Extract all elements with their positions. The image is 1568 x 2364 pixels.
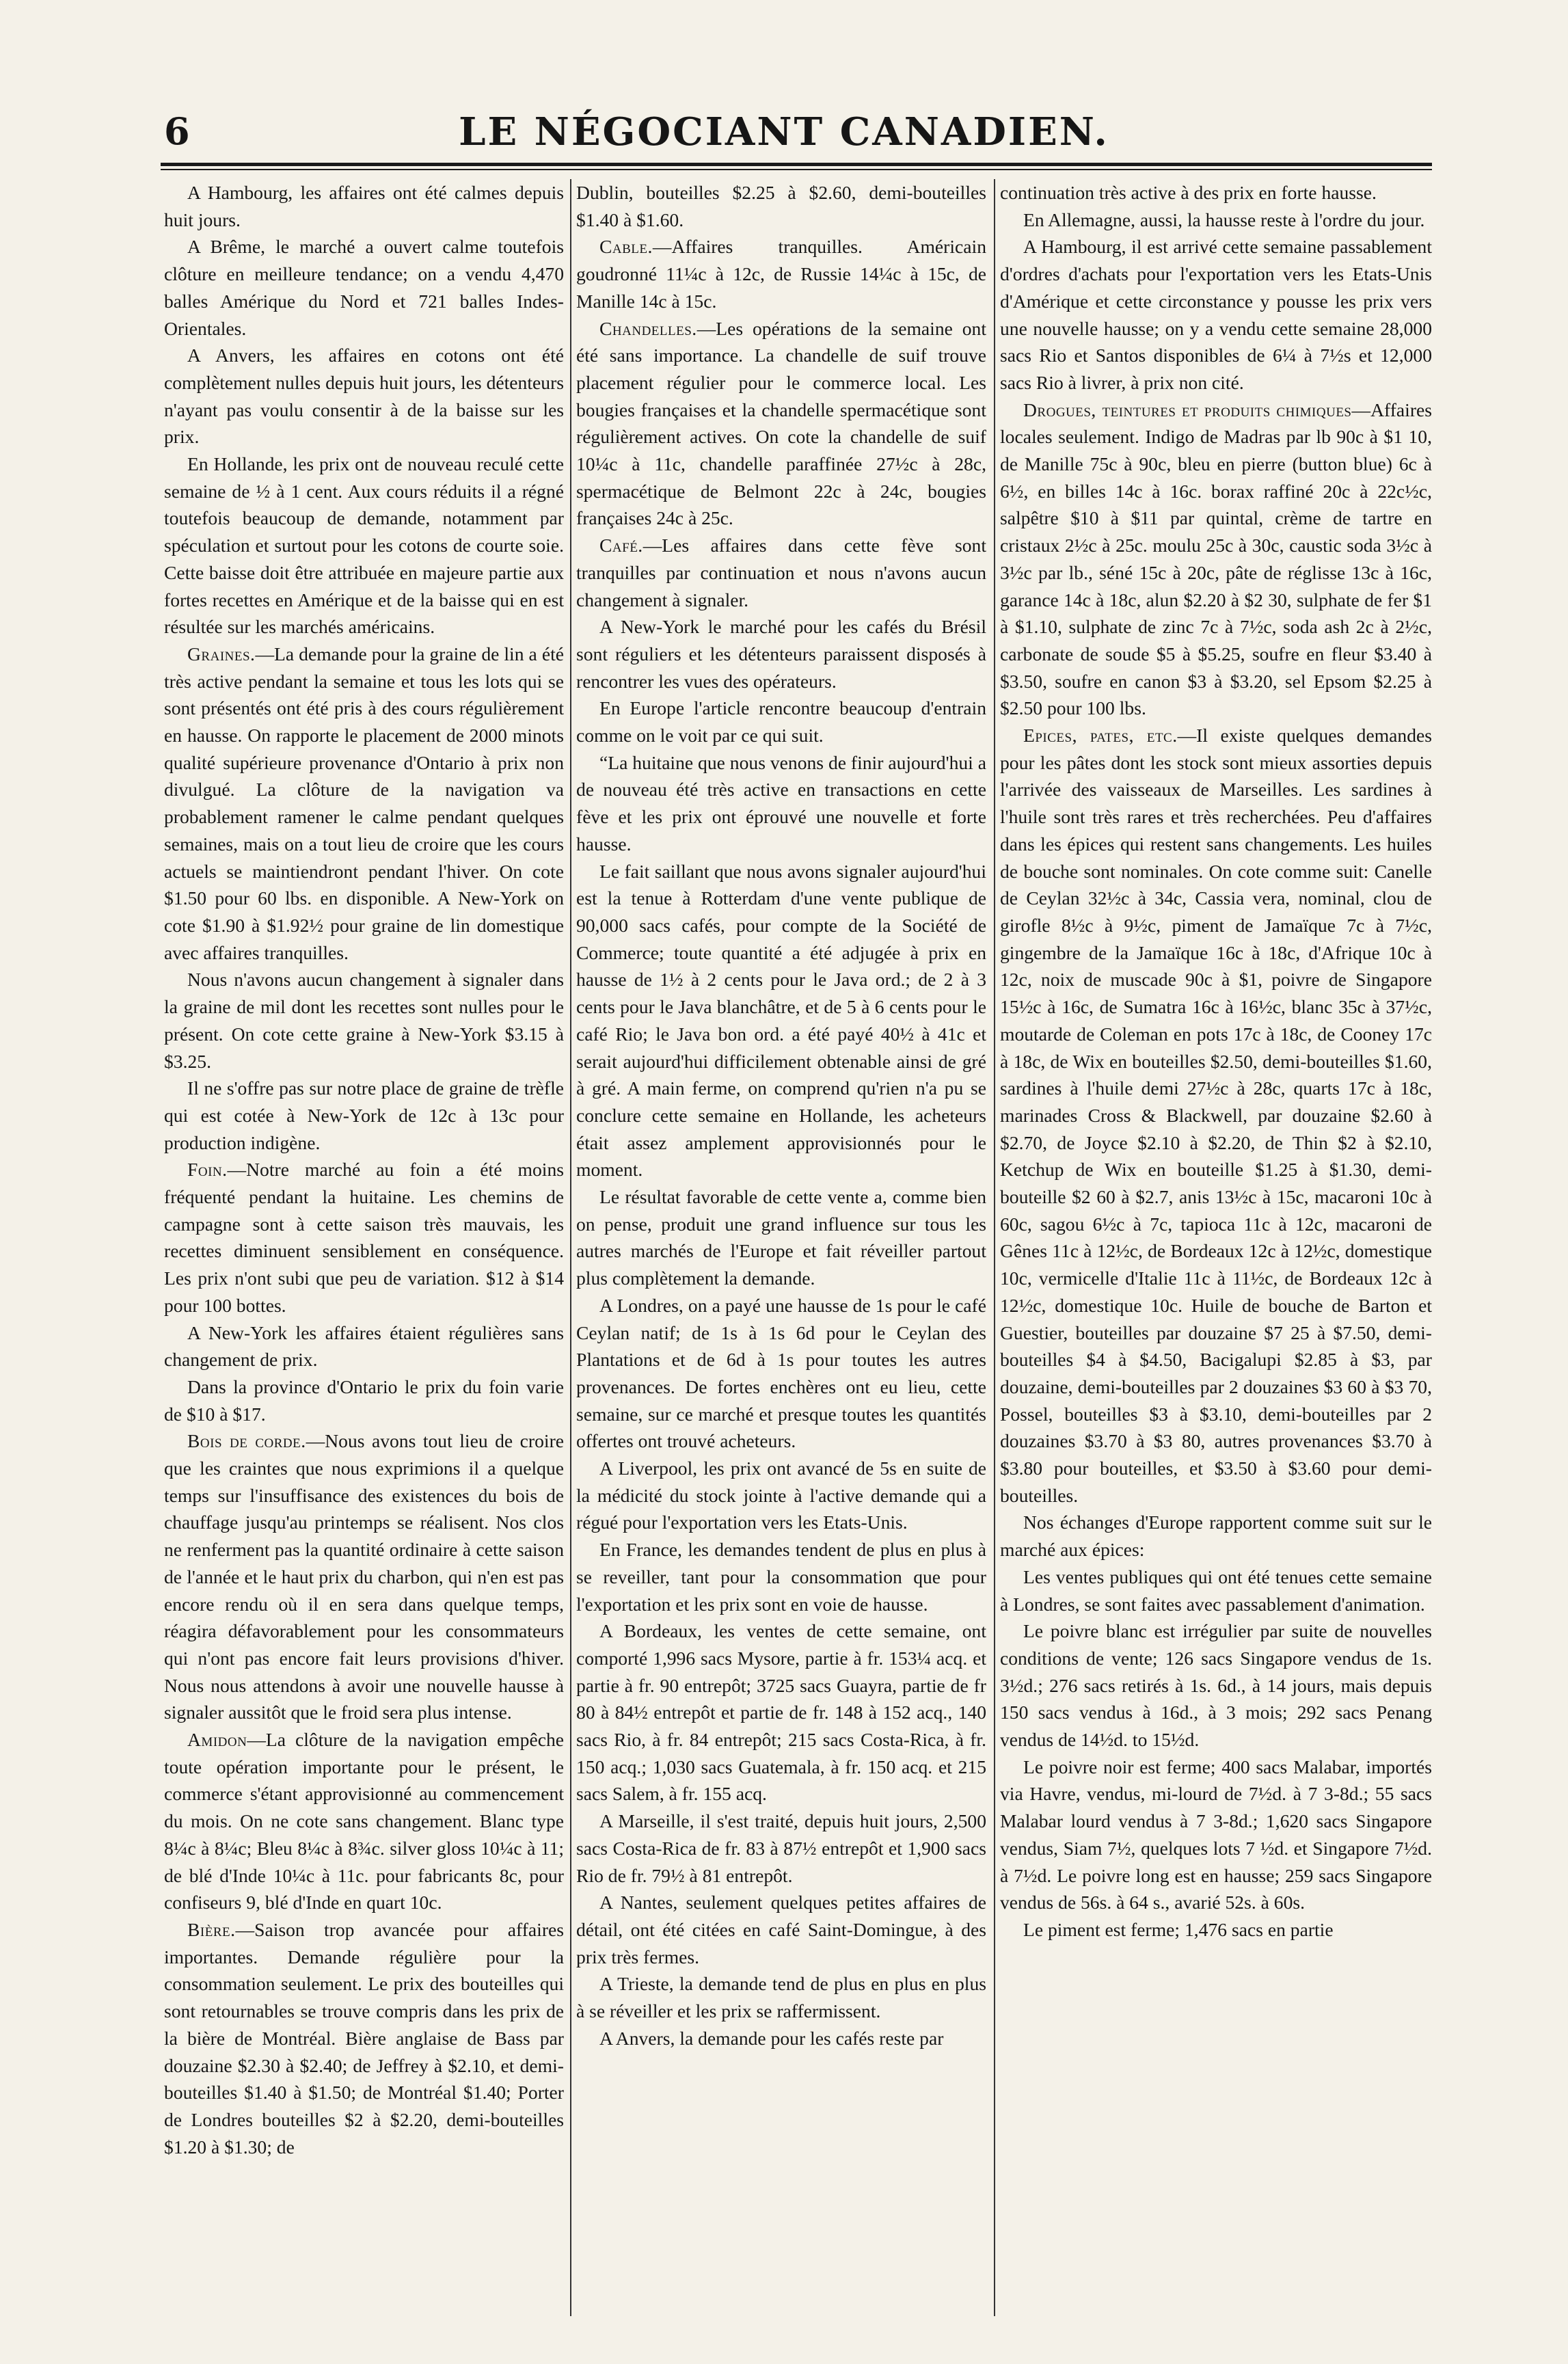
paragraph-text: Nos échanges d'Europe rapportent comme suit sur le marché aux épices:	[1000, 1512, 1432, 1561]
section-heading: Foin.	[187, 1159, 228, 1181]
paragraph-text: A Nantes, seulement quelques petites affaires de détail, ont été citées en café Saint-Domingue, à des prix très fermes.	[576, 1892, 986, 1967]
article-paragraph	[576, 749, 986, 858]
paragraph-text: Le fait saillant que nous avons signaler aujourd'hui est la tenue à Rotterdam d'une vente publique de 90,000 sacs cafés, pour compte de la Société de Commerce; toute quantité a été adjugée à prix en hausse de 1½ à 2 cents pour le Java ord.; de 2 à 3 cents pour le Java blanchâtre, et de 5 à 6 cents pour le café Rio; le Java bon ord. a été payé 40½ à 41c et serait aujourd'hui difficilement obtenable ainsi de gré à gré. A main ferme, on comprend qu'rien n'a pu se conclure cette semaine en Hollande, les acheteurs était assez amplement approvisionnés pour le moment.	[576, 860, 986, 1181]
article-paragraph	[164, 233, 564, 342]
paragraph-text: Dans la province d'Ontario le prix du foin varie de $10 à $17.	[164, 1375, 564, 1425]
article-paragraph	[576, 315, 986, 533]
article-paragraph	[576, 2025, 986, 2052]
paragraph-text: A New-York les affaires étaient régulières sans changement de prix.	[164, 1321, 564, 1371]
paragraph-text: Le piment est ferme; 1,476 sacs en partie	[1023, 1919, 1334, 1940]
paragraph-text: A New-York le marché pour les cafés du Brésil sont réguliers et les détenteurs paraissent disposés à rencontrer les vues des opérateurs.	[576, 616, 986, 692]
article-paragraph	[1000, 1563, 1432, 1617]
article-paragraph	[164, 1726, 564, 1916]
section-heading: Bois de corde.	[187, 1430, 306, 1452]
article-paragraph	[164, 1319, 564, 1373]
article-paragraph	[1000, 397, 1432, 722]
article-paragraph	[576, 1183, 986, 1292]
article-paragraph	[164, 451, 564, 641]
article-paragraph	[164, 179, 564, 233]
newspaper-title: LE NÉGOCIANT CANADIEN.	[459, 109, 1109, 155]
paragraph-text: Le poivre noir est ferme; 400 sacs Malabar, importés via Havre, vendus, mi-lourd de 7½d. à 7 3-8d.; 55 sacs Malabar lourd vendus à 7 3-8d.; 1,620 sacs Singapore vendus, Siam 7½, quelques lots 7 ½d. et Singapore 7½d. à 7½d. Le poivre long est en hausse; 259 sacs Singapore vendus de 56s. à 64 s., avarié 52s. à 60s.	[1000, 1756, 1432, 1913]
paragraph-text: —Les opérations de la semaine ont été sans importance. La chandelle de suif trouve placement régulier pour le commerce local. Les bougies françaises et la chandelle spermacétique sont régulièrement actives. On cote la chandelle de suif 10¼c à 11c, chandelle paraffinée 27½c à 28c, spermacétique de Belmont 22c à 24c, bougies françaises 24c à 25c.	[576, 317, 986, 529]
paragraph-text: En Europe l'article rencontre beaucoup d'entrain comme on le voit par ce qui suit.	[576, 697, 986, 747]
paragraph-text: A Hambourg, les affaires ont été calmes depuis huit jours.	[164, 182, 564, 230]
paragraph-text: —Notre marché au foin a été moins fréquenté pendant la huitaine. Les chemins de campagne sont à cette saison très mauvais, les recettes diminuent sensiblement en conséquence. Les prix n'ont subi que peu de variation. $12 à $14 pour 100 bottes.	[164, 1159, 564, 1316]
paragraph-text: A Marseille, il s'est traité, depuis huit jours, 2,500 sacs Costa-Rica de fr. 83 à 87½ entrepôt et 1,900 sacs Rio de fr. 79½ à 81 entrepôt.	[576, 1810, 986, 1886]
paragraph-text: —Les affaires dans cette fève sont tranquilles par continuation et nous n'avons aucun changement à signaler.	[576, 535, 986, 610]
article-paragraph	[1000, 206, 1432, 234]
section-heading: Epices, pates, etc.	[1023, 725, 1178, 747]
paragraph-text: En France, les demandes tendent de plus en plus à se reveiller, tant pour la consommation que pour l'exportation et les prix sont en voie de hausse.	[576, 1539, 986, 1615]
paragraph-text: —La clôture de la navigation empêche toute opération importante pour le présent, le commerce s'étant approvisionné au commencement du mois. On ne cote sans changement. Blanc type 8¼c à 8¼c; Bleu 8¼c à 8¾c. silver gloss 10¼c à 11; de blé d'Inde 10¼c à 11c. pour fabricants 8c, pour confiseurs 9, blé d'Inde en quart 10c.	[164, 1729, 564, 1913]
paragraph-text: —La demande pour la graine de lin a été très active pendant la semaine et tous les lots qui se sont présentés ont été pris à des cours régulièrement en hausse. On rapporte le placement de 2000 minots qualité supérieure provenance d'Ontario à prix non divulgué. La clôture de la navigation va probablement ramener le calme pendant quelques semaines, mais on a tout lieu de croire que les cours actuels se maintiendront pendant l'hiver. On cote $1.50 pour 60 lbs. en disponible. A New-York on cote $1.90 à $1.92½ pour graine de lin domestique avec affaires tranquilles.	[164, 643, 564, 963]
article-paragraph	[576, 1970, 986, 2024]
section-heading: Graines.	[187, 643, 256, 664]
article-paragraph	[576, 532, 986, 613]
article-paragraph	[576, 1808, 986, 1889]
paragraph-text: A Anvers, la demande pour les cafés reste par	[599, 2027, 944, 2049]
paragraph-text: En Allemagne, aussi, la hausse reste à l'ordre du jour.	[1023, 209, 1425, 230]
paragraph-text: A Anvers, les affaires en cotons ont été complètement nulles depuis huit jours, les détenteurs n'ayant pas voulu consentir à de la baisse sur les prix.	[164, 345, 564, 448]
article-paragraph	[164, 1075, 564, 1156]
paragraph-text: Le résultat favorable de cette vente a, comme bien on pense, produit une grand influence sur tous les autres marchés de l'Europe et fait réveiller partout plus complètement la demande.	[576, 1186, 986, 1289]
column-divider-left	[570, 179, 571, 2316]
paragraph-text: “La huitaine que nous venons de finir aujourd'hui a de nouveau été très active en transactions en cette fève et les prix ont éprouvé une nouvelle et forte hausse.	[576, 751, 986, 855]
article-paragraph	[164, 1373, 564, 1427]
paragraph-text: A Brême, le marché a ouvert calme toutefois clôture en meilleure tendance; on a vendu 4,470 balles Amérique du Nord et 721 balles Indes-Orientales.	[164, 236, 564, 339]
paragraph-text: A Trieste, la demande tend de plus en plus en plus à se réveiller et les prix se raffermissent.	[576, 1973, 986, 2022]
section-heading: Chandelles.	[599, 317, 697, 339]
paragraph-text: —Affaires tranquilles. Américain goudronné 11¼c à 12c, de Russie 14¼c à 15c, de Manille 14c à 15c.	[576, 236, 986, 312]
article-paragraph	[1000, 233, 1432, 396]
paragraph-text: A Bordeaux, les ventes de cette semaine, ont comporté 1,996 sacs Mysore, partie à fr. 153¼ acq. et partie à fr. 90 entrepôt; 3725 sacs Guayra, partie de fr 80 à 84½ entrepôt et partie de fr. 148 à 152 acq., 140 sacs Rio, à fr. 84 entrepôt; 215 sacs Costa-Rica, à fr. 150 acq.; 1,030 sacs Guatemala, à fr. 150 acq. et 215 sacs Salem, à fr. 155 acq.	[576, 1620, 986, 1805]
paragraph-text: —Il existe quelques demandes pour les pâtes dont les stock sont mieux assorties depuis l'arrivée des vaisseaux de Marseilles. Les sardines à l'huile sont très rares et très recherchées. Peu d'affaires dans les épices qui restent sans changements. Les huiles de bouche sont nominales. On cote comme suit: Canelle de Ceylan 32½c à 34c, Cassia vera, nominal, clou de girofle 8½c à 9½c, piment de Jamaïque 7c à 7½c, gingembre de la Jamaïque 16c à 18c, d'Afrique 10c à 12c, noix de muscade 90c à $1, poivre de Singapore 15½c à 16c, de Sumatra 16c à 16½c, blanc 35c à 37½c, moutarde de Coleman en pots 17c à 18c, de Cooney 17c à 18c, de Wix en bouteilles $2.50, demi-bouteilles $1.60, sardines à l'huile demi 27½c à 28c, quarts 17c à 18c, marinades Cross & Blackwell, par douzaine $2.60 à $2.70, de Joyce $2.10 à $2.20, de Thin $2 à $2.10, Ketchup de Wix en bouteille $1.25 à $1.30, demi-bouteille $2 60 à $2.7, anis 13½c à 15c, macaroni 10c à 60c, sagou 6½c à 7c, tapioca 11c à 12c, macaroni de Gênes 11c à 12½c, de Bordeaux 12c à 12½c, domestique 10c, vermicelle d'Italie 11c à 11½c, de Bordeaux 12c à 12½c, domestique 10c. Huile de bouche de Barton et Guestier, bouteilles par douzaine $7 25 à $7.50, demi-bouteilles $4 à $4.50, Bacigalupi $2.85 à $3, par douzaine, demi-bouteilles par 2 douzaines $3 60 à $3 70, Possel, bouteilles $3 à $3.10, demi-bouteilles par 2 douzaines $3.70 à $3 80, autres provenances $3.70 à $3.80 pour bouteilles, et $3.50 à $3.60 pour demi-bouteilles.	[1000, 725, 1432, 1506]
article-paragraph	[576, 613, 986, 695]
paragraph-text: A Hambourg, il est arrivé cette semaine passablement d'ordres d'achats pour l'exportation vers les Etats-Unis d'Amérique et cette circonstance y pousse les prix vers une nouvelle hausse; on y a vendu cette semaine 28,000 sacs Rio et Santos disponibles de 6¼ à 7½s et 12,000 sacs Rio à livrer, à prix non cité.	[1000, 236, 1432, 393]
article-paragraph	[1000, 179, 1432, 206]
article-paragraph	[576, 179, 986, 233]
paragraph-text: A Londres, on a payé une hausse de 1s pour le café Ceylan natif; de 1s à 1s 6d pour le Ceylan des Plantations et de 6d à 1s pour toutes les autres provenances. De fortes enchères ont eu lieu, cette semaine, sur ce marché et presque toutes les quantités offertes ont trouvé acheteurs.	[576, 1294, 986, 1452]
paragraph-text: —Nous avons tout lieu de croire que les craintes que nous exprimions il a quelque temps sur l'insuffisance des existences du bois de chauffage jusqu'au printemps se réalisent. Nos clos ne renferment pas la quantité ordinaire à cette saison de l'année et le haut prix du charbon, qui n'en est pas encore rendu où il en sera dans quelque temps, réagira défavorablement pour les consommateurs qui n'ont pas encore fait leurs provisions d'hiver. Nous nous attendons à avoir une nouvelle hausse à signaler aussitôt que le froid sera plus intense.	[164, 1430, 564, 1723]
column-right	[1000, 179, 1432, 2316]
section-heading: Cable.	[599, 236, 653, 258]
paragraph-text: En Hollande, les prix ont de nouveau reculé cette semaine de ½ à 1 cent. Aux cours réduits il a régné toutefois beaucoup de demande, notamment par spéculation et surtout pour les cotons de courte soie. Cette baisse doit être attribuée en majeure partie aux fortes recettes en Amérique et de la baisse qui en est résultée sur les marchés américains.	[164, 453, 564, 638]
article-paragraph	[164, 641, 564, 966]
article-paragraph	[576, 233, 986, 314]
article-paragraph	[164, 1156, 564, 1319]
column-left	[164, 179, 564, 2316]
article-paragraph	[576, 695, 986, 749]
header-rule-thick	[161, 163, 1432, 166]
column-divider-right	[994, 179, 995, 2316]
article-paragraph	[1000, 1617, 1432, 1754]
column-middle	[576, 179, 986, 2316]
paragraph-text: Nous n'avons aucun changement à signaler dans la graine de mil dont les recettes sont nulles pour le présent. On cote cette graine à New-York $3.15 à $3.25.	[164, 969, 564, 1072]
article-paragraph	[1000, 1509, 1432, 1563]
article-paragraph	[164, 966, 564, 1075]
paragraph-text: continuation très active à des prix en forte hausse.	[1000, 182, 1377, 203]
header-rule-thin	[161, 169, 1432, 170]
paragraph-text: A Liverpool, les prix ont avancé de 5s en suite de la médicité du stock jointe à l'active demande qui a régué pour l'exportation vers les Etats-Unis.	[576, 1458, 986, 1533]
paragraph-text: —Saison trop avancée pour affaires importantes. Demande régulière pour la consommation seulement. Le prix des bouteilles qui sont retournables se trouve compris dans les prix de la bière de Montréal. Bière anglaise de Bass par douzaine $2.30 à $2.40; de Jeffrey à $2.10, et demi-bouteilles $1.40 à $1.50; de Montréal $1.40; Porter de Londres bouteilles $2 à $2.20, demi-bouteilles $1.20 à $1.30; de	[164, 1919, 564, 2158]
article-paragraph	[1000, 1916, 1432, 1944]
section-heading: Café.	[599, 535, 643, 556]
page-number: 6	[164, 109, 190, 153]
section-heading: Drogues, teintures et produits chimiques	[1023, 399, 1352, 420]
article-paragraph	[1000, 722, 1432, 1509]
article-paragraph	[164, 1916, 564, 2160]
section-heading: Amidon	[187, 1729, 247, 1751]
paragraph-text: Dublin, bouteilles $2.25 à $2.60, demi-bouteilles $1.40 à $1.60.	[576, 182, 986, 230]
article-paragraph	[576, 1617, 986, 1808]
article-paragraph	[1000, 1754, 1432, 1916]
section-heading: Bière.	[187, 1919, 236, 1940]
article-paragraph	[164, 1427, 564, 1726]
paragraph-text: Il ne s'offre pas sur notre place de graine de trèfle qui est cotée à New-York de 12c à 13c pour production indigène.	[164, 1077, 564, 1153]
paragraph-text: Les ventes publiques qui ont été tenues cette semaine à Londres, se sont faites avec passablement d'animation.	[1000, 1566, 1432, 1615]
article-paragraph	[576, 1455, 986, 1536]
article-paragraph	[576, 1536, 986, 1617]
article-paragraph	[576, 1292, 986, 1455]
article-paragraph	[164, 342, 564, 451]
article-paragraph	[576, 1889, 986, 1970]
paragraph-text: Le poivre blanc est irrégulier par suite de nouvelles conditions de vente; 126 sacs Singapore vendus de 1s. 3½d.; 276 sacs retirés à 1s. 6d., à 14 jours, mais depuis 150 sacs vendus à 16d., à 3 mois; 292 sacs Penang vendus de 14½d. to 15½d.	[1000, 1620, 1432, 1751]
article-paragraph	[576, 858, 986, 1183]
paragraph-text: —Affaires locales seulement. Indigo de Madras par lb 90c à $1 10, de Manille 75c à 90c, bleu en pierre (button blue) 6c à 6½, en billes 14c à 16c. borax raffiné 20c à 22c½c, salpêtre $10 à $11 par quintal, crème de tartre en cristaux 2½c à 25c. moulu 25c à 30c, caustic soda 3½c à 3½c par lb., séné 15c à 20c, pâte de réglisse 13c à 16c, garance 14c à 18c, alun $2.20 à $2 30, sulphate de fer $1 à $1.10, sulphate de zinc 7c à 7½c, soda ash 2c à 2½c, carbonate de soude $5 à $5.25, soufre en fleur $3.40 à $3.50, soufre en canon $3 à $3.20, sel Epsom $2.25 à $2.50 pour 100 lbs.	[1000, 399, 1432, 719]
